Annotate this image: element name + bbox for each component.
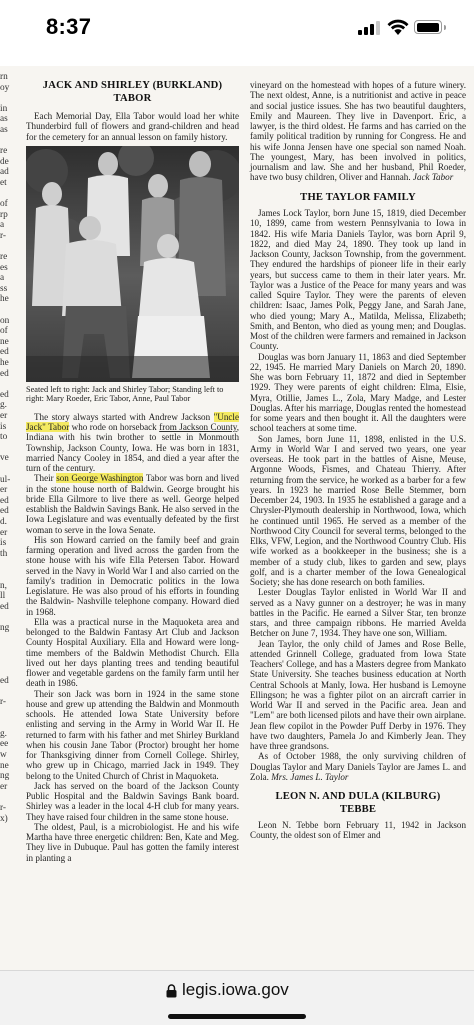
cellular-signal-icon — [358, 21, 380, 35]
gutter-fragment: ss — [0, 283, 8, 294]
gutter-fragment: a — [0, 273, 5, 284]
article-title: JACK AND SHIRLEY (BURKLAND) TABOR — [42, 80, 223, 104]
taylor-paragraph-6: As of October 1988, the only surviving children of Douglas Taylor and Mary Daniels Taylor are James L. and Zola. Mrs. James L. Taylor — [250, 751, 466, 782]
gutter-fragment — [0, 708, 18, 719]
gutter-fragment: es — [0, 262, 8, 273]
highlighted-text: son George Washington — [56, 473, 144, 484]
gutter-fragment — [0, 633, 18, 644]
gutter-fragment: de — [0, 156, 9, 167]
gutter-fragment — [0, 612, 18, 623]
gutter-fragment: et — [0, 177, 7, 188]
paragraph-4: Ella was a practical nurse in the Maquoketa area and belonged to the Baldwin Fantasy Art Club and Jackson County Hospital Auxiliary. Ella and Howard were long-time members of the Baldwin Methodist Church. Ella lived out her days planting trees and tending beautiful flower and vegetable gardens on the family farm until her death in 1986. — [26, 616, 239, 689]
gutter-fragment: ve — [0, 453, 9, 464]
gutter-fragment: ne — [0, 336, 9, 347]
gutter-fragment: on — [0, 315, 10, 326]
gutter-fragment: ed — [0, 347, 9, 358]
gutter-fragment: ed — [0, 675, 9, 686]
gutter-fragment: oy — [0, 82, 10, 93]
gutter-fragment — [0, 686, 18, 697]
gutter-fragment: rp — [0, 209, 8, 220]
taylor-paragraph-5: Jean Taylor, the only child of James and Rose Belle, attended Grinnell College, graduated from Iowa State Teachers' College, and has a Masters degree from Mankato State University. She teaches business education at North Central Schools at Manly, Iowa. Her husband is Lemoyne Ellingson; he was a fighter pilot on an aircraft carrier in World War II and served in the Pacific area. Jean and "Lem" are both licensed pilots and have their own airplane. Jean flew copilot in the Powder Puff Derby in 1976. They have two daughters, Pamela Jo and Kimberly Jean. They have three grandsons. — [250, 638, 467, 751]
document-page[interactable] — [0, 66, 474, 970]
gutter-fragment — [0, 845, 18, 856]
gutter-fragment: to — [0, 432, 8, 443]
gutter-fragment: d. — [0, 516, 7, 527]
gutter-fragment: r- — [0, 802, 7, 813]
gutter-fragment: er — [0, 527, 8, 538]
gutter-fragment: is — [0, 421, 7, 432]
paragraph-6: Jack has served on the board of the Jackson County Public Hospital and the Baldwin Savings Bank board. Shirley was a leader in the local 4-H club for many years. They have raised four children in the same stone house. — [26, 780, 239, 822]
gutter-fragment: ed — [0, 389, 9, 400]
gutter-fragment — [0, 242, 18, 253]
status-bar — [0, 0, 474, 58]
gutter-fragment — [0, 443, 18, 454]
gutter-fragment: ne — [0, 760, 9, 771]
gutter-fragment: ul- — [0, 474, 11, 485]
family-photo — [26, 146, 239, 382]
gutter-fragment — [0, 136, 18, 147]
address-bar[interactable] — [0, 970, 474, 1025]
paragraph-5: Their son Jack was born in 1924 in the same stone house and grew up attending the Baldwin and Monmouth schools. He attended Iowa State University before enlisting and serving in the Army in World War II. He returned to farm with his father and met Shirley Burkland when his cousin Jane Tabor (Proctor) brought her home for Thanksgiving dinner from Cornell College. Shirley, who grew up in Chicago, married Jack in 1949. They belong to the United Church of Christ in Maquoketa. — [26, 688, 239, 781]
paragraph-3: His son Howard carried on the family beef and grain farming operation and lived across the garden from the stone house with his wife Ella Petersen Tabor. Howard served in the Navy in World War I and also carried on the family's tradition in Democratic politics in the Iowa Legislature. He was also proud of his efforts in founding the Baldwin- Nashville telephone company. Howard died in 1968. — [26, 534, 239, 617]
byline: Jack Tabor — [412, 172, 454, 183]
gutter-fragment: of — [0, 326, 8, 337]
gutter-fragment: ed — [0, 495, 9, 506]
url-text[interactable]: legis.iowa.gov — [182, 980, 289, 999]
gutter-fragment: ll — [0, 591, 6, 602]
article-title-tebbe: LEON N. AND DULA (KILBURG) TEBBE — [275, 791, 441, 815]
gutter-fragment: er — [0, 781, 8, 792]
taylor-paragraph-1: James Lock Taylor, born June 15, 1819, died December 10, 1899, came from western Pennsylvania to Iowa in 1842. His wife Maria Daniels Taylor, was born April 9, 1822, and died May 24, 1890. They took up land in Jackson County, Jackson Township, from the government. They endured the hardships of pioneer life in their early years, but success came to them in their later years. Mr. Taylor was a Justice of the Peace for many years and was called Squire Taylor. They were the parents of eleven children: Isaac, James Polk, Peggy Jane, and Sarah Jane, who died young; Mary A., Matilda, Melissa, Elizabeth; Smith, and Benton, who died as young men; and Douglas. Most of the children were farmers and remained in Jackson County. — [250, 208, 466, 352]
gutter-fragment: as — [0, 114, 8, 125]
gutter-fragment — [0, 464, 18, 475]
gutter-fragment — [0, 93, 18, 104]
gutter-fragment: r- — [0, 230, 7, 241]
byline: Mrs. James L. Taylor — [271, 771, 349, 782]
battery-icon — [414, 20, 442, 34]
gutter-fragment: is — [0, 538, 7, 549]
gutter-fragment: ng — [0, 771, 10, 782]
taylor-paragraph-2: Douglas was born January 11, 1863 and died September 22, 1945. He married Mary Daniels on March 20, 1890. She was born February 11, 1872 and died in September 1929. They were parents of eight children: Elma, Elsie, Myra, Otillie, James L., Zola, Mary Madge, and Lester Douglas. After his marriage, Douglas rented the homestead for some years and then bought it. All the daughters were school teachers at some time. — [250, 351, 466, 434]
gutter-fragment: er — [0, 411, 8, 421]
gutter-fragment: re — [0, 146, 8, 157]
gutter-fragment — [0, 909, 18, 920]
gutter-fragment: ed — [0, 506, 9, 517]
gutter-fragment — [0, 559, 18, 570]
gutter-fragment — [0, 856, 18, 867]
gutter-fragment: ee — [0, 739, 9, 750]
gutter-fragment — [0, 792, 18, 803]
gutter-fragment — [0, 898, 18, 909]
gutter-fragment: ng — [0, 622, 10, 633]
gutter-fragment: re — [0, 252, 8, 263]
tebbe-paragraph-1: Leon N. Tebbe born February 11, 1942 in Jackson County, the oldest son of Elmer and — [250, 820, 466, 841]
gutter-fragment: g. — [0, 728, 7, 739]
paragraph-7: The oldest, Paul, is a microbiologist. He and his wife Martha have three energetic children: Ben, Kate and Meg. They live in Dubuque. Paul has gotten the family interest in planting a — [26, 821, 239, 863]
gutter-fragment: ed — [0, 601, 9, 612]
taylor-paragraph-3: Son James, born June 11, 1898, enlisted in the U.S. Army in World War I and served two years, one year overseas. He took part in the battles of Aisne, Meuse, Argonne Woods, Fismes, and Chateau Thierry. After returning from the service, he worked as a barber for a few years. In 1923 he married Rose Belle Stemmer, born December 24, 1903. In 1935 he established a garage and a Chrysler-Plymouth dealership in Northwood, Iowa, which he continued until 1965. He served as a member of the Northwood City Council for several terms, belonged to the Elks, VFW, Legion, and the Northwood Country Club. His wife worked as a bookkeeper in the business; she is a member of a study club, likes to garden and sew, plays golf, and is a charter member of the Iowa Genealogical Society; she has done research on both families. — [250, 433, 466, 587]
gutter-fragment — [0, 665, 18, 676]
underlined-text: from Jackson County — [159, 422, 237, 433]
gutter-fragment: as — [0, 124, 8, 135]
gutter-fragment: th — [0, 548, 8, 559]
gutter-fragment — [0, 718, 18, 729]
gutter-fragment — [0, 189, 18, 200]
gutter-fragment: w — [0, 750, 7, 760]
gutter-fragment — [0, 644, 18, 655]
gutter-fragment: he — [0, 358, 9, 369]
status-time: 8:37 — [46, 14, 92, 39]
gutter-fragment: he — [0, 294, 9, 305]
paragraph-1: The story always started with Andrew Jackson "Uncle Jack" Tabor who rode on horseback from Jackson County, Indiana with his twin brother to settle in Monmouth Township, Jackson County, Iowa. He was born in 1831, married Nancy Cooley in 1854, and died a year after the turn of the century. — [26, 411, 239, 474]
gutter-fragment — [0, 570, 18, 581]
gutter-fragment: n, — [0, 580, 7, 591]
gutter-fragment: ad — [0, 167, 9, 178]
gutter-fragment — [0, 835, 18, 846]
gutter-fragment: in — [0, 103, 8, 114]
wifi-icon — [386, 18, 410, 36]
article-title-taylor: THE TAYLOR FAMILY — [300, 191, 416, 203]
taylor-paragraph-4: Lester Douglas Taylor enlisted in World War II and served as a Navy gunner on a destroyer; he was in many battles in the Pacific. He earned a Silver Star, ten bronze stars, and three campaign ribbons. He married Avelda Betcher on June 7, 1934. They have one son, William. — [250, 587, 466, 639]
gutter-fragment — [0, 877, 18, 888]
gutter-fragment — [0, 824, 18, 835]
article-continuation: vineyard on the homestead with hopes of a future winery. The next oldest, Anne, is a nutritionist and active in peace and social justice issues. She has two beautiful daughters, Emily and Maureen. They live in Davenport. Eric, a lawyer, is the third oldest. He farms and has carried on the family political tradition by running for Congress. He and his wife Jonna Jensen have one special son named Noah. The youngest, Mary, has been involved in politics, journalism and law. She and her husband, Phil Roeder, have two busy children, Oliver and Hannah. Jack Tabor — [250, 80, 466, 183]
gutter-fragment — [0, 379, 18, 390]
photo-caption: Seated left to right: Jack and Shirley Tabor; Standing left to right: Mary Roeder, Eric Tabor, Anne, Paul Tabor — [26, 384, 224, 404]
gutter-fragment: rn — [0, 72, 8, 82]
paragraph-2: Their son George Washington Tabor was born and lived in the stone house north of Baldwin. George brought his bride Ella Gilmore to live there as well. George helped establish the Baldwin Savings Bank. He also served in the Iowa Legislature and was eventually defeated by the first woman to serve in the Iowa Senate. — [26, 473, 240, 535]
article-intro: Each Memorial Day, Ella Tabor would load her white Thunderbird full of flowers and grand-children and head for the cemetery for an annual lesson on family history. — [26, 111, 239, 142]
gutter-fragment: x) — [0, 813, 8, 824]
gutter-fragment — [0, 655, 18, 666]
home-indicator[interactable] — [168, 1014, 306, 1019]
adjacent-column-fragment — [0, 72, 18, 920]
gutter-fragment — [0, 888, 18, 899]
gutter-fragment: er — [0, 485, 8, 496]
gutter-fragment: g. — [0, 400, 7, 411]
gutter-fragment: r- — [0, 697, 7, 708]
gutter-fragment: a — [0, 220, 5, 231]
lock-icon — [166, 984, 177, 998]
article-jack-shirley-tabor — [26, 80, 239, 863]
article-right-column — [250, 80, 466, 841]
gutter-fragment: of — [0, 199, 8, 210]
highlighted-text: "Uncle Jack" Tabor — [26, 411, 239, 433]
gutter-fragment — [0, 867, 18, 878]
gutter-fragment: ed — [0, 368, 9, 379]
gutter-fragment — [0, 305, 18, 316]
